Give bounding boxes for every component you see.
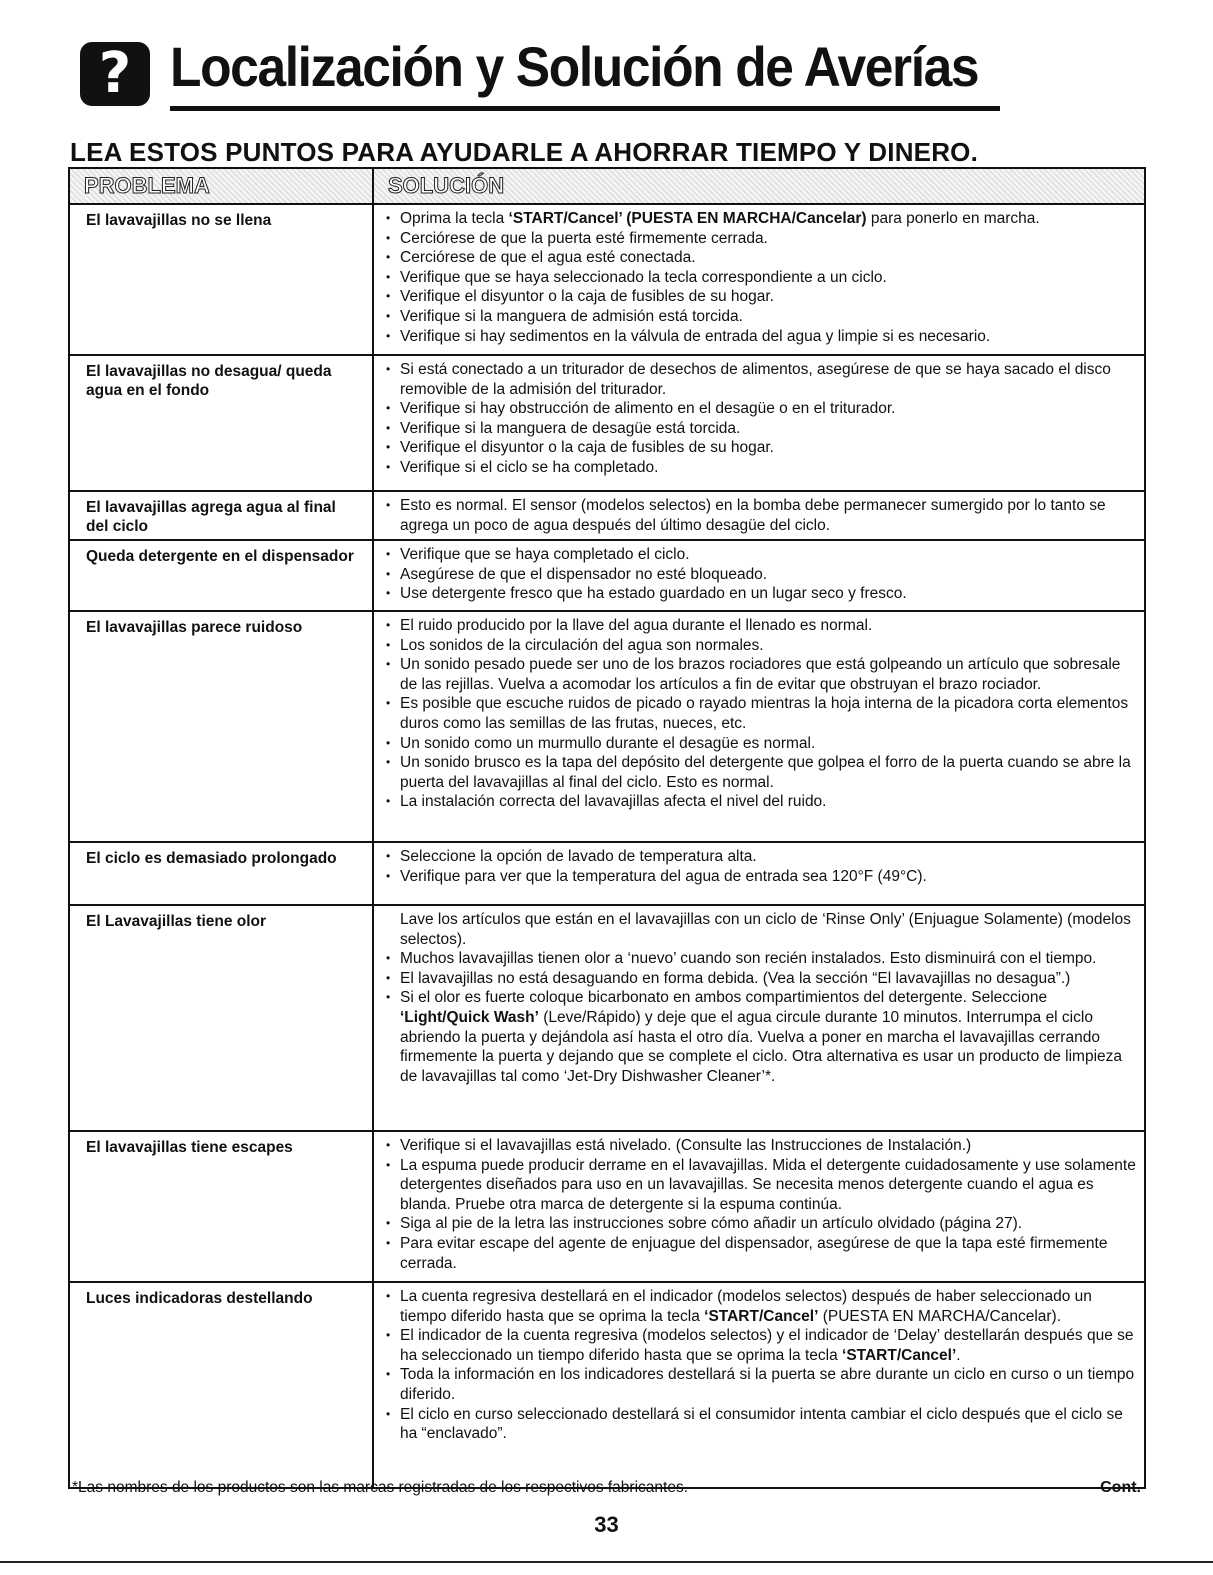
solution-text: Verifique si el lavavajillas está nivelado. (Consulte las Instrucciones de Instalación.) [400,1137,972,1154]
title-underline [170,106,1000,111]
solution-text: Si está conectado a un triturador de desechos de alimentos, asegúrese de que se haya sacado el disco removible de la admisión del triturador. [400,361,1111,398]
solution-text: Verifique si el ciclo se ha completado. [400,458,659,476]
solution-text: Si el olor es fuerte coloque bicarbonato en ambos compartimientos del detergente. Seleccione [400,989,1048,1007]
solution-text: Verifique si la manguera de admisión está torcida. [400,307,743,325]
solution-item [384,694,1138,733]
problem-cell: El lavavajillas agrega agua al final del ciclo [70,492,374,539]
solution-list [384,847,1138,886]
solution-text: El lavavajillas no está desaguando en forma debida. (Vea la sección “El lavavajillas no desagua”.) [400,969,1071,987]
emphasis-text: ‘START/Cancel’ [842,1346,957,1364]
solution-text: Oprima la tecla [400,210,509,227]
problem-cell: El lavavajillas tiene escapes [70,1132,374,1281]
solution-item [384,949,1138,969]
solution-cell [374,492,1144,539]
emphasis-text: ‘START/Cancel’ (PUESTA EN MARCHA/Cancelar) [508,210,867,227]
solution-text: El indicador de la cuenta regresiva (modelos selectos) y el indicador de ‘Delay’ destellarán después que se ha seleccionado un tiempo diferido hasta que se oprima la tecla [400,1327,1134,1364]
solution-item [384,545,1138,565]
table-row [70,612,1144,843]
solution-text: Cerciórese de que el agua esté conectada. [400,249,696,267]
solution-item [384,636,1138,656]
solution-text: Verifique si hay obstrucción de alimento en el desagüe o en el triturador. [400,400,896,418]
solution-text: Seleccione la opción de lavado de temperatura alta. [400,848,757,865]
emphasis-text: ‘START/Cancel’ [704,1307,819,1325]
solution-item [384,753,1138,792]
solution-list [384,360,1138,478]
solution-text: La instalación correcta del lavavajillas afecta el nivel del ruido. [400,793,827,811]
solution-list [384,910,1138,1086]
solution-text: Verifique si la manguera de desagüe está torcida. [400,419,741,437]
solution-text: Un sonido como un murmullo durante el desagüe es normal. [400,734,816,752]
table-row [70,843,1144,906]
solution-cell [374,205,1144,354]
table-row [70,1283,1144,1487]
solution-cell [374,1283,1144,1487]
table-body [70,205,1144,1487]
question-mark-icon: ? [80,42,150,106]
solution-item [384,1326,1138,1365]
solution-list [384,1136,1138,1273]
solution-cell [374,612,1144,841]
table-row [70,541,1144,612]
problem-cell: El Lavavajillas tiene olor [70,906,374,1130]
page-header [80,28,1140,118]
solution-item [384,268,1138,288]
solution-item [384,1405,1138,1444]
solution-text: Lave los artículos que están en el lavavajillas con un ciclo de ‘Rinse Only’ (Enjuague Solamente) (modelos selectos). [400,911,1131,948]
solution-text: Use detergente fresco que ha estado guardado en un lugar seco y fresco. [400,585,907,603]
solution-text: Verifique el disyuntor o la caja de fusibles de su hogar. [400,288,774,306]
solution-text: Toda la información en los indicadores destellará si la puerta se abre durante un ciclo en curso o un tiempo diferido. [400,1366,1135,1403]
solution-item [384,584,1138,604]
footnote: *Las nombres de los productos son las marcas registradas de los respectivos fabricantes. [72,1479,688,1496]
solution-text: Es posible que escuche ruidos de picado o rayado mientras la hoja interna de la picadora corta elementos duros como las semillas de las frutas, nueces, etc. [400,695,1129,732]
solution-text: Para evitar escape del agente de enjuague del dispensador, asegúrese de que la tapa esté firmemente cerrada. [400,1234,1108,1272]
table-row [70,205,1144,356]
solution-item [384,1287,1138,1326]
solution-item [384,1156,1138,1215]
solution-text: Verifique el disyuntor o la caja de fusibles de su hogar. [400,439,774,457]
solution-cell [374,906,1144,1130]
solution-item [384,910,1138,949]
table-row [70,492,1144,541]
problem-cell: El lavavajillas no se llena [70,205,374,354]
solution-cell [374,356,1144,490]
solution-item [384,1136,1138,1156]
solution-text: Cerciórese de que la puerta esté firmemente cerrada. [400,229,768,247]
solution-list [384,545,1138,604]
solution-item [384,792,1138,812]
page-subtitle: LEA ESTOS PUNTOS PARA AYUDARLE A AHORRAR TIEMPO Y DINERO. [70,137,979,167]
solution-item [384,399,1138,419]
table-row [70,1132,1144,1283]
problem-cell: El ciclo es demasiado prolongado [70,843,374,904]
solution-text: Los sonidos de la circulación del agua son normales. [400,636,764,654]
solution-item [384,867,1138,887]
solution-item [384,229,1138,249]
solution-item [384,616,1138,636]
solution-text: Verifique que se haya completado el ciclo. [400,546,690,563]
solution-item [384,496,1138,535]
solution-cell [374,1132,1144,1281]
solution-item [384,847,1138,867]
solution-item [384,1234,1138,1273]
solution-text: (PUESTA EN MARCHA/Cancelar). [818,1307,1062,1325]
column-header-solution: SOLUCIÓN [388,173,505,198]
solution-item [384,307,1138,327]
solution-text: Muchos lavavajillas tienen olor a ‘nuevo’ cuando son recién instalados. Esto disminuirá con el tiempo. [400,950,1097,968]
solution-item [384,458,1138,478]
problem-cell: Queda detergente en el dispensador [70,541,374,610]
solution-text: Verifique para ver que la temperatura del agua de entrada sea 120°F (49°C). [400,867,927,885]
table-row [70,356,1144,492]
solution-text: Un sonido pesado puede ser uno de los brazos rociadores que está golpeando un artículo que sobresale de las rejillas. Vuelva a acomodar los artículos a fin de evitar que obstruyan el brazo rociador. [400,656,1121,693]
solution-text: Verifique que se haya seleccionado la tecla correspondiente a un ciclo. [400,268,887,286]
solution-text: . [956,1346,961,1364]
solution-text: (Leve/Rápido) y deje que el agua circule durante 10 minutos. Interrumpa el ciclo abriendo la puerta y dejándola así hasta el otro día. Vuelva a poner en marcha el lavavajillas cerrando firmemente la puerta y dejando que se complete el ciclo. Otra alternativa es usar un producto de limpieza de lavavajillas tal como ‘Jet-Dry Dishwasher Cleaner’*. [400,1008,1122,1085]
solution-item [384,287,1138,307]
solution-item [384,438,1138,458]
solution-item [384,360,1138,399]
solution-item [384,248,1138,268]
solution-item [384,327,1138,347]
solution-text: para ponerlo en marcha. [866,210,1040,227]
problem-cell: El lavavajillas parece ruidoso [70,612,374,841]
problem-cell: El lavavajillas no desagua/ queda agua en el fondo [70,356,374,490]
emphasis-text: ‘Light/Quick Wash’ [400,1008,539,1026]
solution-list [384,1287,1138,1444]
solution-item [384,655,1138,694]
solution-text: Verifique si hay sedimentos en la válvula de entrada del agua y limpie si es necesario. [400,327,991,345]
solution-text: El ruido producido por la llave del agua durante el llenado es normal. [400,617,873,634]
solution-list [384,209,1138,346]
solution-list [384,616,1138,812]
solution-list [384,496,1138,535]
problem-cell: Luces indicadoras destellando [70,1283,374,1487]
table-header [70,169,1144,205]
page-number: 33 [594,1512,619,1537]
continued-label: Cont. [1100,1479,1141,1496]
solution-item [384,1214,1138,1234]
solution-cell [374,541,1144,610]
solution-item [384,1365,1138,1404]
troubleshooting-table [68,167,1146,1489]
bottom-divider [0,1561,1213,1563]
solution-text: Un sonido brusco es la tapa del depósito del detergente que golpea el forro de la puerta cuando se abre la puerta del lavavajillas al final del ciclo. Esto es normal. [400,754,1131,791]
solution-text: Asegúrese de que el dispensador no esté bloqueado. [400,565,768,583]
solution-text: Esto es normal. El sensor (modelos selectos) en la bomba debe permanecer sumergido por lo tanto se agrega un poco de agua después del último desagüe del ciclo. [400,497,1106,534]
solution-item [384,969,1138,989]
solution-text: La espuma puede producir derrame en el lavavajillas. Mida el detergente cuidadosamente y use solamente detergentes diseñados para uso en un lavavajillas. Se necesita menos detergente cuando el agua es blanda. Pruebe otra marca de detergente si la espuma continúa. [400,1156,1136,1213]
solution-text: La cuenta regresiva destellará en el indicador (modelos selectos) después de haber seleccionado un tiempo diferido hasta que se oprima la tecla [400,1288,1092,1325]
solution-item [384,209,1138,229]
solution-item [384,734,1138,754]
solution-item [384,988,1138,1086]
page-title: Localización y Solución de Averías [170,35,979,98]
solution-text: Siga al pie de la letra las instrucciones sobre cómo añadir un artículo olvidado (página 27). [400,1215,1023,1233]
solution-item [384,565,1138,585]
solution-cell [374,843,1144,904]
table-row [70,906,1144,1132]
solution-text: El ciclo en curso seleccionado destellará si el consumidor intenta cambiar el ciclo después que el ciclo se ha “enclavado”. [400,1405,1123,1443]
column-header-problem: PROBLEMA [70,169,374,203]
solution-item [384,419,1138,439]
